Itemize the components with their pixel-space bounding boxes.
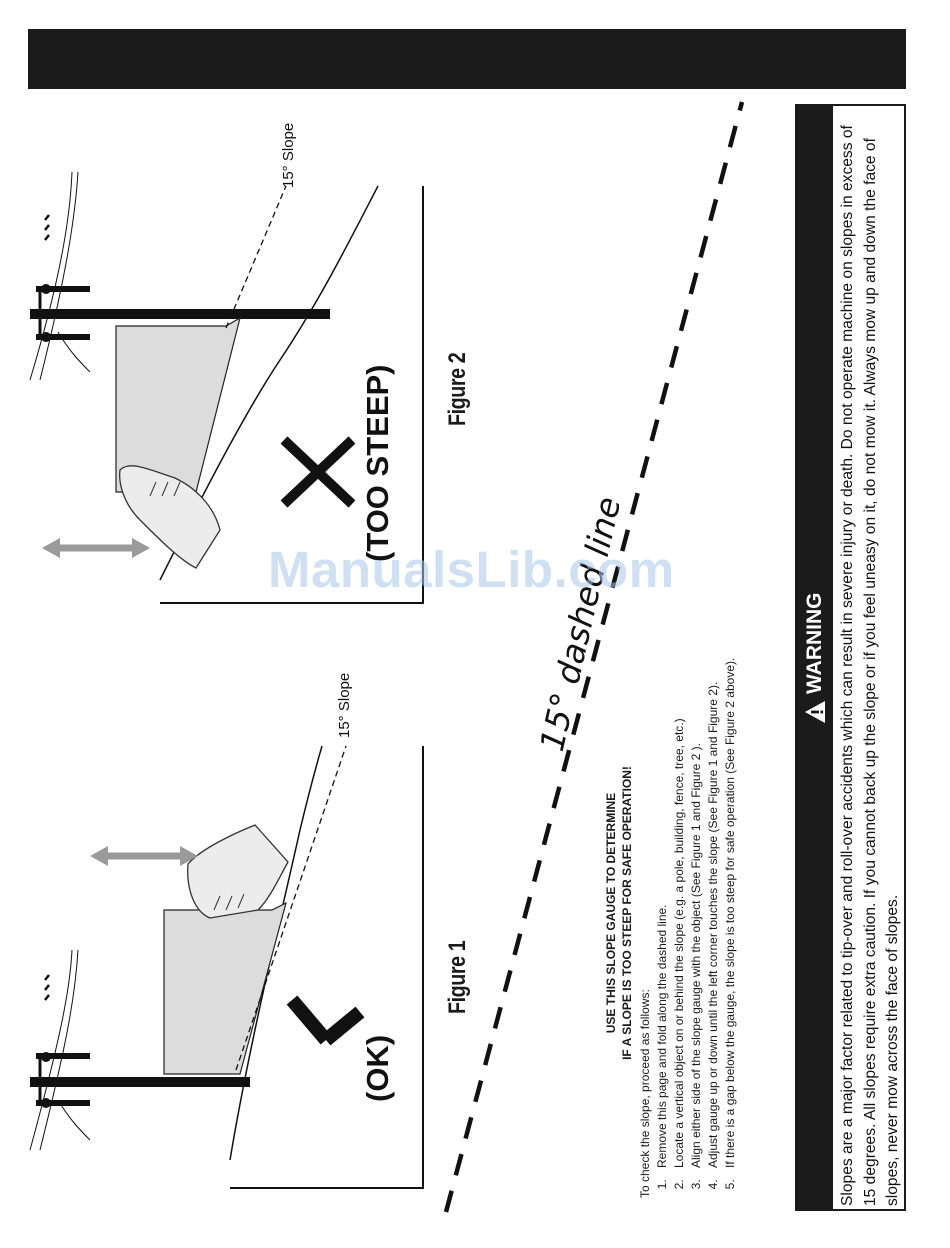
figure2-label: Figure 2 <box>444 352 471 426</box>
instruction-step: 5. If there is a gap below the gauge, the slope is too steep for safe operation (See Figure 2 above). <box>722 628 739 1176</box>
dashed-line-label: 15° dashed line <box>532 493 629 755</box>
status-too-steep-label: (TOO STEEP) <box>360 364 395 562</box>
instructions-intro: To check the slope, proceed as follows: <box>638 989 652 1198</box>
instruction-step: 2. Locate a vertical object on or behind the slope (e.g. a pole, building, fence, tree, etc.) <box>671 628 688 1176</box>
status-ok-label: (OK) <box>360 1034 395 1102</box>
figure1-illustration <box>30 746 423 1188</box>
figure1-label: Figure 1 <box>444 940 471 1014</box>
warning-title: WARNING <box>803 592 826 694</box>
warning-text: Slopes are a major factor related to tip-over and roll-over accidents which can result in severe injury or death. Do not operate machine on slopes in excess of 15 degrees. All slopes require extra caution. If you cannot back up the slope or if you feel uneasy on it, do not mow it. Always mow up and down the face of slopes, never mow across the face of slopes. <box>839 125 901 1206</box>
warning-box <box>795 104 906 1211</box>
instruction-step: 3. Align either side of the slope gauge with the object (See Figure 1 and Figure 2 ). <box>688 628 705 1176</box>
instruction-step: 4. Adjust gauge up or down until the left corner touches the slope (See Figure 1 and Figure 2). <box>705 628 722 1176</box>
instructions-block <box>603 628 739 1198</box>
figure2-slope-label: 15° Slope <box>280 122 297 188</box>
instruction-step: 1. Remove this page and fold along the dashed line. <box>654 628 671 1176</box>
instructions-heading: USE THIS SLOPE GAUGE TO DETERMINE IF A SLOPE IS TOO STEEP FOR SAFE OPERATION! <box>604 766 634 1060</box>
watermark: ManualsLib.com <box>268 541 675 598</box>
figure1-slope-label: 15° Slope <box>336 672 353 738</box>
instructions-steps <box>654 628 739 1198</box>
warning-heading <box>803 593 827 725</box>
warning-triangle-icon <box>804 700 826 724</box>
